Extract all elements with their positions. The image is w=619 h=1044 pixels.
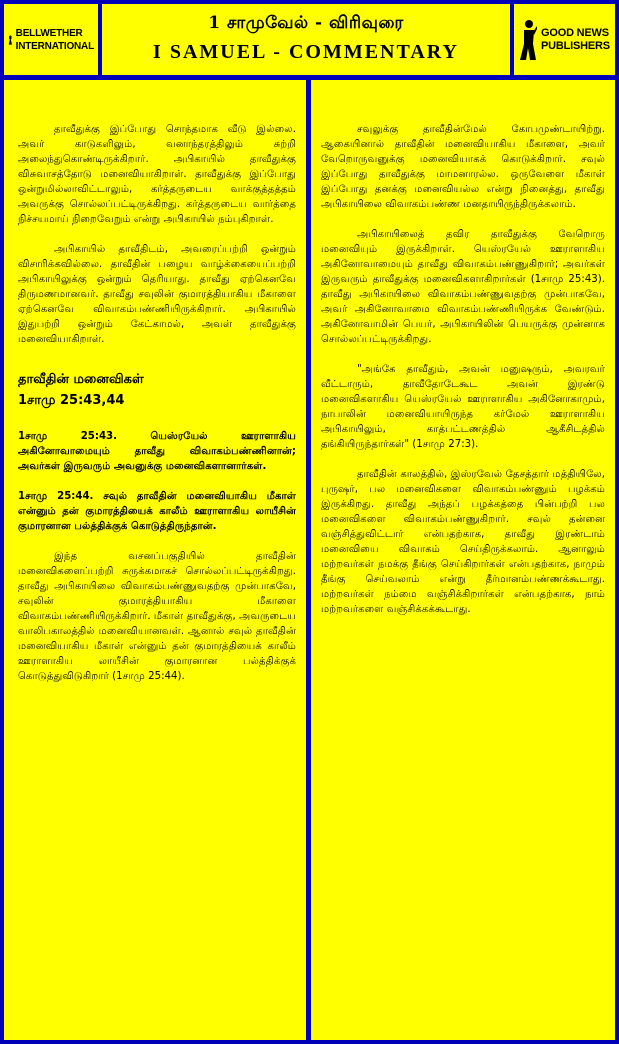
- logo-left-line1: BELLWETHER: [15, 27, 83, 39]
- title-tamil: 1 சாமுவேல் - விரிவுரை: [208, 13, 404, 33]
- scripture-25-43: 1சாமு 25:43. யெஸ்ரயேல் ஊராளாகிய அகினோவாமையும் தாவீது விவாகம்பண்ணினான்; அவர்கள் இருவரும் அவனுக்கு மனைவிகளானார்கள்.: [18, 431, 296, 472]
- left-paragraph-2: அபிகாயில் தாவீதிடம், அவரைப்பற்றி ஒன்றும் விசாரிக்கவில்லை. தாவீதின் பழைய வாழ்க்கையைப்பற்றி அபிகாயிலுக்கு ஒன்றும் தெரியாது. தாவீது ஏற்கெனவே திருமணமானவர். தாவீது சவுலின் குமாரத்தியாகிய மீகாளை ஏற்கெனவே விவாகம்பண்ணியிருக்கிறார். அபிகாயில் இதுபற்றி ஒன்றும் கேட்காமல், அவள் தாவீதுக்கு மனைவியாகிறாள்.: [18, 244, 296, 345]
- right-paragraph-4: தாவீதின் காலத்தில், இஸ்ரவேல் தேசத்தார் மத்தியிலே, புருஷர், பல மனைவிகளை விவாகம்பண்ணும் பழக்கம் இருக்கிறது. தாவீது அந்தப் பழக்கத்தை பின்பற்றி பல மனைவிகளை விவாகம்பண்ணுகிறார். சவுல் தன்னை வஞ்சித்துவிட்டார் என்பதற்காக, தாவீது இரண்டாம் மனைவியை விவாகம் செய்திருக்கலாம். ஆனாலும் மற்றவர்கள் நமக்கு தீங்கு செய்கிறார்கள் என்பதற்காக, நாமும் தீங்கு செய்வலாம் என்று தீர்மானம்பண்ணக்கூடாது. மற்றவர்கள் நம்மை வஞ்சிக்கிறார்கள் என்பதற்காக, நாம் மற்றவர்களை வஞ்சிக்கக்கூடாது.: [321, 469, 605, 615]
- section-heading-title: தாவீதின் மனைவிகள்: [18, 372, 144, 387]
- left-column: [4, 80, 306, 1040]
- bellwether-logo: [4, 4, 98, 75]
- messenger-figure-icon: [518, 18, 538, 62]
- left-paragraph-3: இந்த வசனப்பகுதியில் தாவீதின் மனைவிகளைப்பற்றி சுருக்கமாகச் சொல்லப்பட்டிருக்கிறது. தாவீது அபிகாயிலை விவாகம்பண்ணுவதற்கு முன்பாகவே, சவுலின் குமாரத்தியாகிய மீகாளை விவாகம்பண்ணியிருக்கிறார். மீகாள் தாவீதுக்கு, அவருடைய வாலிபகாலத்தில் மனைவியானவள். ஆனால் சவுல் தாவீதின் மனைவியாகிய மீகாள் என்னும் தன் குமாரத்தியைக் காலீம் ஊராளாகிய லாயீசின் குமாரனான பல்த்திக்குக் கொடுத்துவிடுகிறார் (1சாமு 25:44).: [18, 551, 296, 682]
- logo-right-line2: PUBLISHERS: [541, 39, 610, 52]
- title-english: I SAMUEL - COMMENTARY: [153, 41, 459, 63]
- right-quote-27-3: "அங்கே தாவீதும், அவன் மனுஷரும், அவரவர் வீட்டாரும், தாவீதோடேகூட அவன் இரண்டு மனைவிகளாகிய யெஸ்ரயேல் ஊராளாகிய அகினோகாமும், நாபாலின் மனைவியாயிருந்த கர்மேல் ஊராளாகிய அபிகாயிலும், காத்பட்டணத்தில் ஆகீசிடத்தில் தங்கியிருந்தார்கள்" (1சாமு 27:3).: [321, 364, 605, 450]
- section-heading-reference: 1சாமு 25:43,44: [18, 393, 125, 408]
- good-news-logo: [514, 4, 615, 75]
- bellwether-ram-icon: [8, 18, 13, 62]
- scripture-25-44: 1சாமு 25:44. சவுல் தாவீதின் மனைவியாகிய மீகாள் என்னும் தன் குமாரத்தியைக் காலீம் ஊராளாகிய லாயீசின் குமாரனான பல்த்திக்குக் கொடுத்திருந்தான்.: [18, 491, 296, 532]
- logo-right-line1: GOOD NEWS: [541, 26, 609, 39]
- right-column: [311, 80, 615, 1040]
- section-heading: [18, 369, 296, 411]
- left-paragraph-1: தாவீதுக்கு இப்போது சொந்தமாக வீடு இல்லை. அவர் காடுகளிலும், வனாந்தரத்திலும் சுற்றி அலைந்துகொண்டிருக்கிறார். அபிகாயில் தாவீதுக்கு விசுவாசத்தோடு மனைவியாகிறாள். தாவீதுக்கு இப்போது ஒன்றுமில்லாவிட்டாலும், கர்த்தருடைய வாக்குத்தத்தம் அவருக்கு சொல்லப்பட்டிருக்கிறது. கர்த்தருடைய வார்த்தை நிச்சயமாய் நிறைவேறும் என்று அபிகாயில் நம்புகிறாள்.: [18, 124, 296, 225]
- header-title-box: [102, 4, 510, 75]
- right-paragraph-2: அபிகாயிலைத் தவிர தாவீதுக்கு வேறொரு மனைவியும் இருக்கிறாள். யெஸ்ரயேல் ஊராளாகிய அகினோவாமையும் தாவீது விவாகம்பண்ணுகிறார்; அவர்கள் இருவரும் தாவீதுக்கு மனைவிகளாகிறார்கள் (1சாமு 25:43). தாவீது அபிகாயிலை விவாகம்பண்ணுவதற்கு முன்பாகவே, அவர் அகினோவாமை விவாகம்பண்ணியிருக்க வேண்டும். அகினோவாமின் பெயர், அபிகாயிலின் பெயருக்கு முன்னாக சொல்லப்பட்டிருக்கிறது.: [321, 229, 605, 345]
- logo-left-line2: INTERNATIONAL: [15, 40, 94, 52]
- right-paragraph-1: சவுலுக்கு தாவீதின்மேல் கோபமுண்டாயிற்று. ஆகையினால் தாவீதின் மனைவியாகிய மீகாளை, அவர் வேறொருவனுக்கு மனைவியாகக் கொடுக்கிறார். சவுல் இப்போது தாவீதுக்கு மாமனாரல்ல. ஒருவேளை மீகாள் இப்போது தனக்கு மனைவியல்ல என்று நினைத்து, தாவீது அபிகாயிலை விவாகம்பண்ண மனதாயிருந்திருக்கலாம்.: [321, 124, 605, 210]
